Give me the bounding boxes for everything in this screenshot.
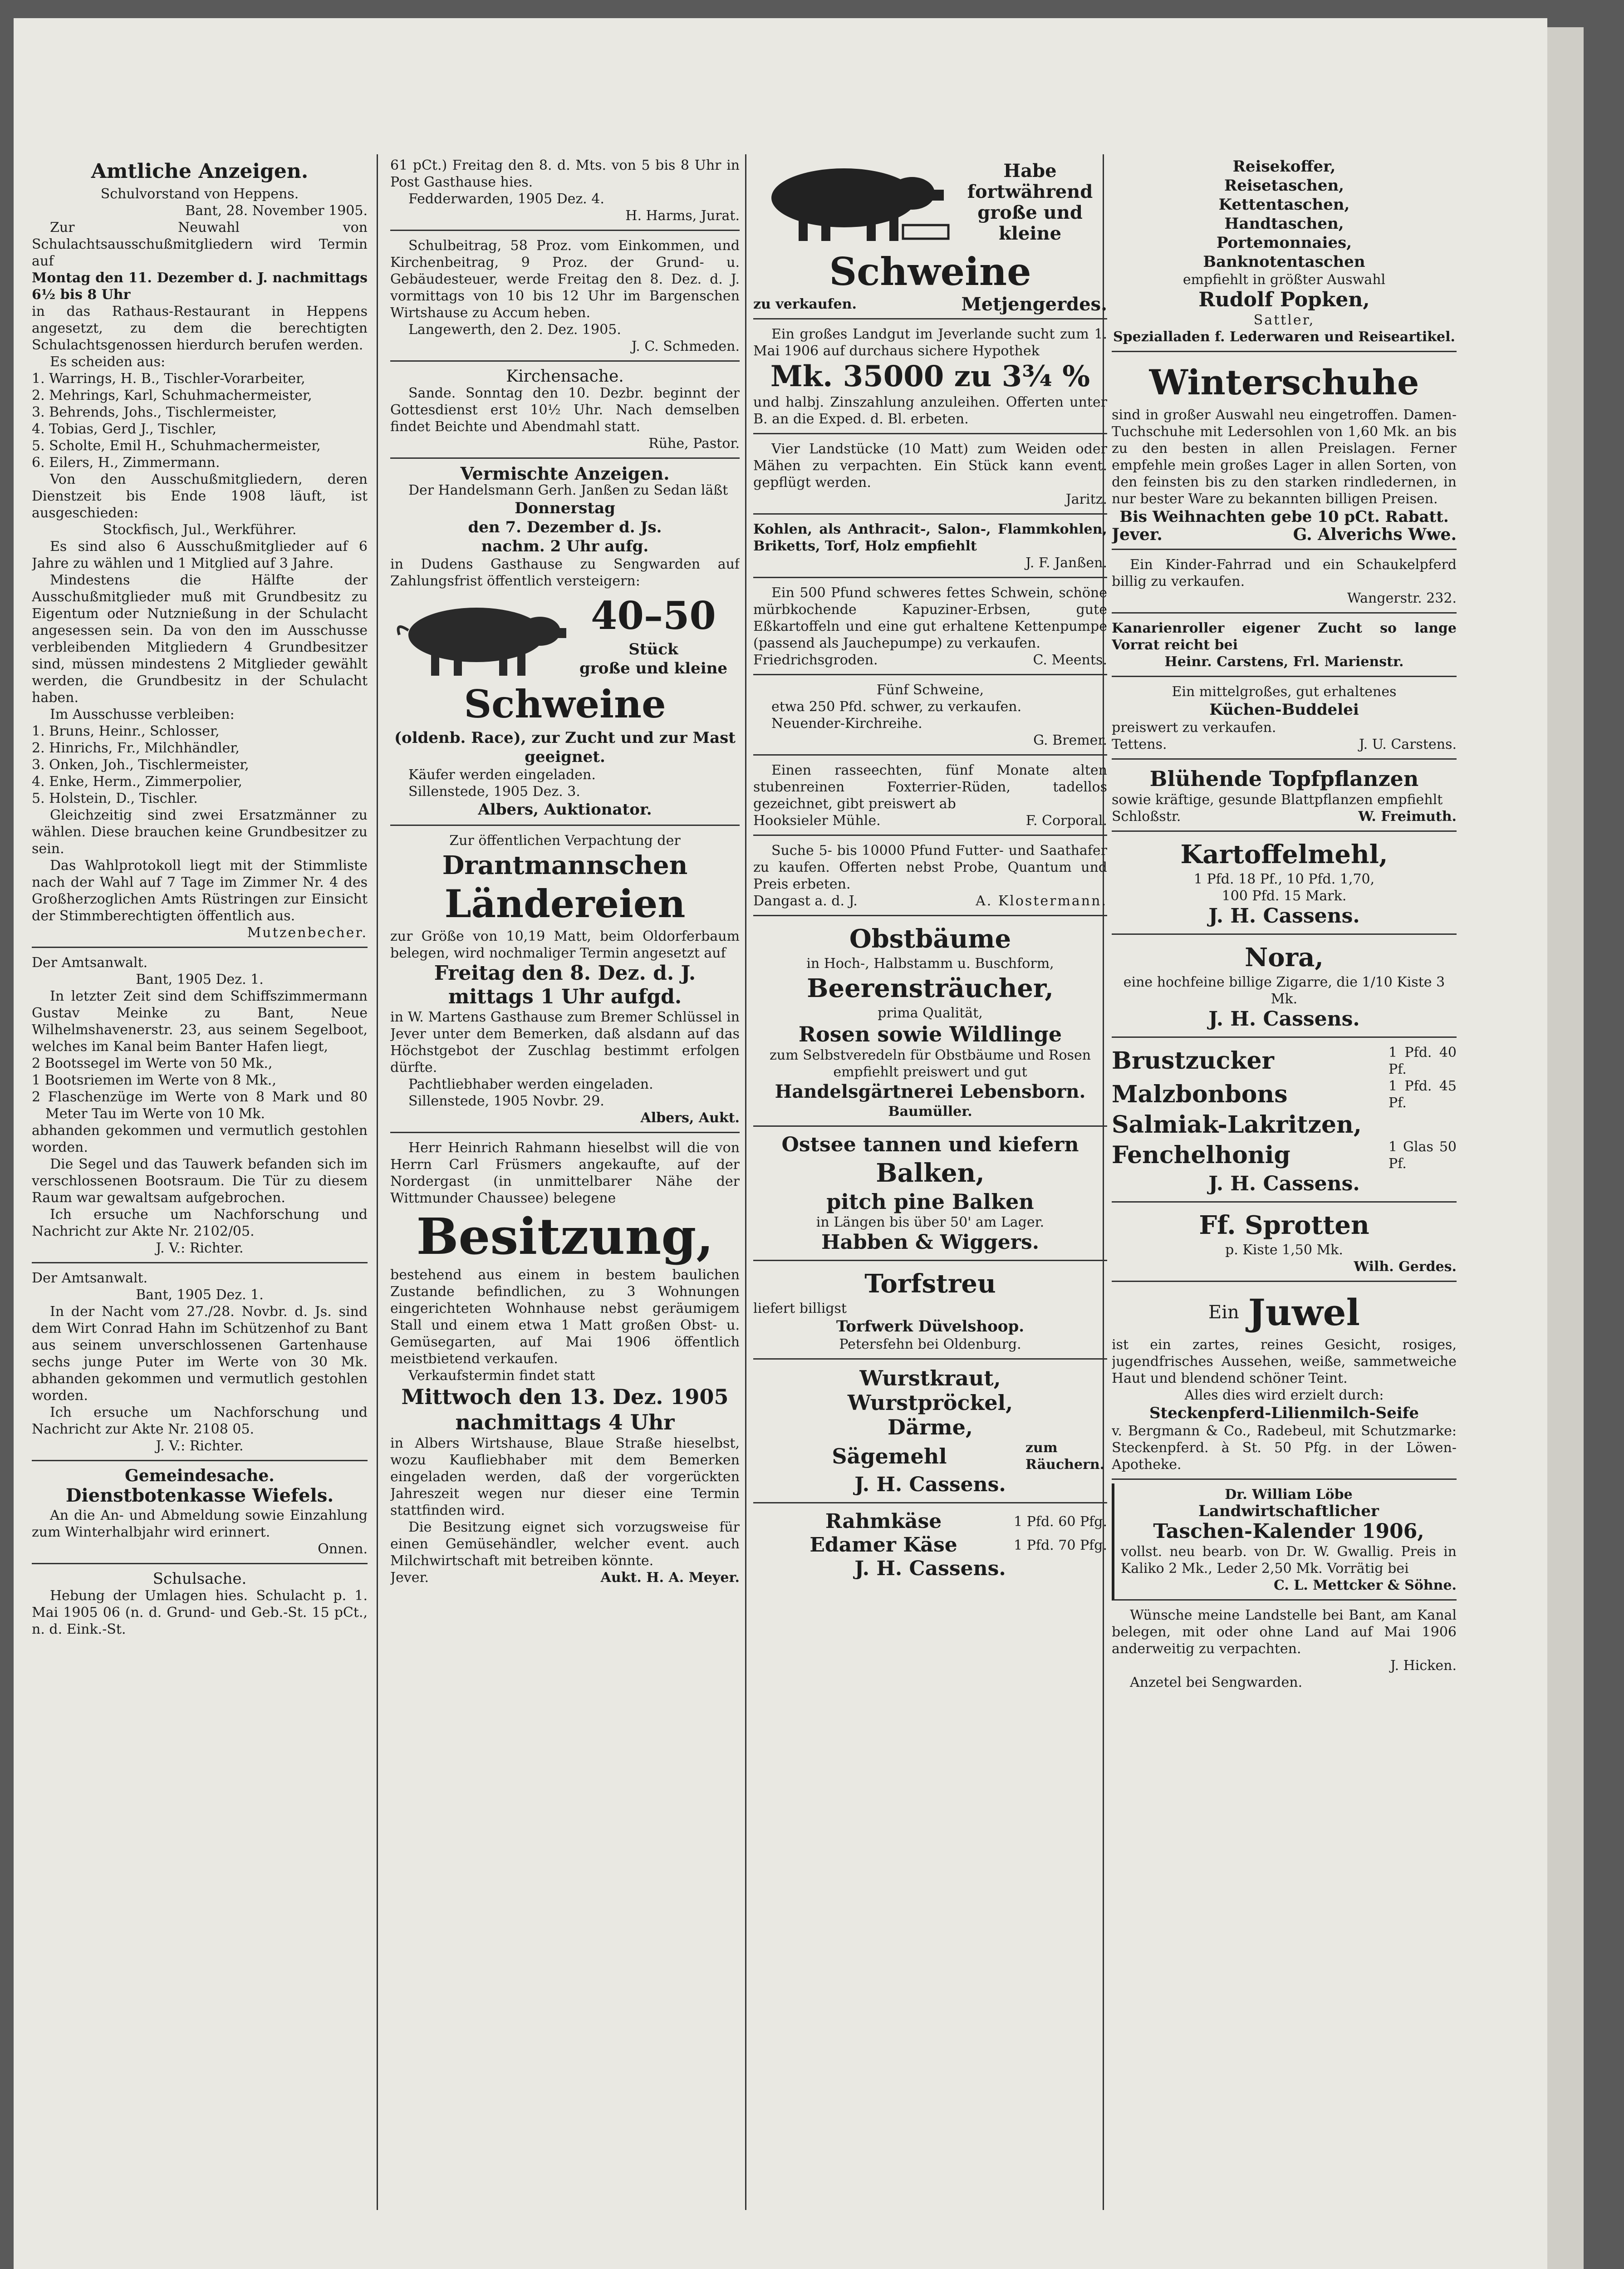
list-item: Banknotentaschen xyxy=(1203,253,1365,271)
ad-balken xyxy=(753,1130,1107,1261)
ad-headline: pitch pine Balken xyxy=(826,1189,1034,1214)
list-item: Reisekoffer, xyxy=(1232,157,1336,176)
ad-schulwahl xyxy=(32,154,368,948)
place: Jever. xyxy=(1112,525,1163,544)
ad-headline: Edamer Käse xyxy=(810,1533,957,1557)
price-row xyxy=(1112,1111,1457,1139)
signature: J. U. Carstens. xyxy=(1359,737,1457,752)
ad-text: Schulbeitrag, 58 Proz. vom Einkommen, und Kirchenbeitrag, 9 Proz. der Grund- u. Gebäudesteuer, werde Freitag den 8. Dez. d. J. vormittags von 10 bis 12 Uhr im Bargenschen Wirtshause zu Accum heben. xyxy=(390,238,740,321)
ad-day: Donnerstag xyxy=(515,499,615,517)
signature-row xyxy=(753,812,1107,829)
place: Tettens. xyxy=(1112,737,1167,752)
signature: Mutzenbecher. xyxy=(247,925,368,941)
ad-text: empfiehlt preiswert und gut xyxy=(833,1064,1027,1080)
ad-side: zum Räuchern. xyxy=(1025,1440,1105,1473)
ad-schulsache xyxy=(32,1568,368,1643)
item-list xyxy=(32,1055,368,1122)
place: Friedrichsgroden. xyxy=(753,652,878,668)
ad-headline: Rosen sowie Wildlinge xyxy=(798,1022,1062,1046)
price: 1 Glas 50 Pf. xyxy=(1388,1139,1457,1172)
ad-headline: Schweine xyxy=(829,249,1031,294)
ad-hafer xyxy=(753,840,1107,916)
list-item: 1. Bruns, Heinr., Schlosser, xyxy=(32,723,220,739)
product-name: Brustzucker xyxy=(1112,1047,1274,1075)
ad-fedderwarden xyxy=(390,154,740,231)
ad-headline: Ostsee tannen und kiefern xyxy=(781,1133,1079,1156)
ad-text: in W. Martens Gasthause zum Bremer Schlüssel in Jever unter dem Bemerken, daß alsdann auf das Höchstgebot der Zuschlag bestimmt erfolgen dürfte. xyxy=(390,1009,740,1076)
list-item: 1. Warrings, H. B., Tischler-Vorarbeiter, xyxy=(32,371,305,387)
signature: Wilh. Gerdes. xyxy=(1354,1259,1457,1275)
ad-amount: Mk. 35000 zu 3¾ % xyxy=(770,359,1090,393)
ad-time: nachm. 2 Uhr aufg. xyxy=(481,537,649,555)
column-rule xyxy=(745,154,746,2210)
ad-headline: Sägemehl xyxy=(832,1444,947,1468)
ad-drantmann xyxy=(390,830,740,1133)
ad-text: vollst. neu bearb. von Dr. W. Gwallig. Preis in Kaliko 2 Mk., Leder 2,50 Mk. Vorrätig bei xyxy=(1121,1544,1457,1577)
price-row xyxy=(753,1510,1107,1533)
pig-illustration-icon xyxy=(390,589,567,680)
signature: Albers, Auktionator. xyxy=(478,801,652,819)
ad-headline: Schweine xyxy=(464,682,666,727)
ad-schulbeitrag xyxy=(390,235,740,362)
ad-text: ist ein zartes, reines Gesicht, rosiges, jugendfrisches Aussehen, weiße, sammetweiche Haut und blendend schöner Teint. xyxy=(1112,1337,1457,1386)
ad-landstuecke xyxy=(753,438,1107,515)
ad-firm: Rudolf Popken, xyxy=(1198,288,1370,311)
ad-metjengerdes xyxy=(753,154,1107,319)
column-2 xyxy=(390,154,740,2219)
ad-headline: Juwel xyxy=(1248,1291,1360,1334)
ad-nora xyxy=(1112,938,1457,1038)
column-3 xyxy=(753,154,1107,2219)
signature-row xyxy=(753,296,1107,313)
ad-headline: Nora, xyxy=(1245,943,1324,972)
ad-landstelle xyxy=(1112,1604,1457,1696)
ad-text: zur Größe von 10,19 Matt, beim Oldorferbaum belegen, wird nochmaliger Termin angesetzt auf xyxy=(390,928,740,961)
ad-text: abhanden gekommen und vermutlich gestohlen worden. xyxy=(32,1123,368,1155)
ad-headline: Wurstpröckel, xyxy=(847,1390,1013,1415)
price: p. Kiste 1,50 Mk. xyxy=(1225,1242,1343,1258)
ad-text: Pachtliebhaber werden eingeladen. xyxy=(408,1076,653,1092)
page-edge xyxy=(1547,27,1584,2269)
signature-row xyxy=(390,1569,740,1586)
ad-text: zu verkaufen. xyxy=(753,296,857,312)
ad-head: Der Amtsanwalt. xyxy=(32,1270,148,1286)
ad-headline: Blühende Topfpflanzen xyxy=(1149,766,1419,791)
ad-text: Die Besitzung eignet sich vorzugsweise für einen Gemüsehändler, welcher event. auch Milchwirtschaft mit betreiben könnte. xyxy=(390,1519,740,1569)
section-title: Vermischte Anzeigen. xyxy=(460,463,670,484)
pig-row xyxy=(753,157,1107,248)
ad-text: Spezialladen f. Lederwaren und Reiseartikel. xyxy=(1113,329,1455,345)
list-item: 5. Scholte, Emil H., Schuhmachermeister, xyxy=(32,438,321,454)
ad-text: zum Selbstveredeln für Obstbäume und Rosen xyxy=(769,1047,1091,1063)
signature: Heinr. Carstens, Frl. Marienstr. xyxy=(1164,654,1404,670)
ad-amtsanwalt-1 xyxy=(32,952,368,1263)
signature: G. Alverichs Wwe. xyxy=(1293,525,1457,544)
list-item: 5. Holstein, D., Tischler. xyxy=(32,791,198,806)
list-item: 2. Hinrichs, Fr., Milchhändler, xyxy=(32,740,240,756)
headline-row xyxy=(753,1439,1107,1473)
list-item: 2. Mehrings, Karl, Schuhmachermeister, xyxy=(32,388,312,403)
ad-text: Vier Landstücke (10 Matt) zum Weiden oder Mähen zu verpachten. Ein Stück kann event. gepflügt werden. xyxy=(753,441,1107,491)
signature: J. H. Cassens. xyxy=(854,1557,1006,1580)
dateline: Sillenstede, 1905 Dez. 3. xyxy=(408,784,580,800)
signature: W. Freimuth. xyxy=(1358,809,1457,825)
signature: Rühe, Pastor. xyxy=(648,436,740,452)
dateline: Bant, 1905 Dez. 1. xyxy=(136,972,264,987)
ad-text: in das Rathaus-Restaurant in Heppens angesetzt, zu dem die berechtigten Schulachtsgenossen hierdurch berufen werden. xyxy=(32,304,368,353)
ad-text: v. Bergmann & Co., Radebeul, mit Schutzmarke: Steckenpferd. à St. 50 Pfg. in der Löwen-Apotheke. xyxy=(1112,1423,1457,1473)
list-item: 2 Flaschenzüge im Werte von 8 Mark und 80 Meter Tau im Werte von 10 Mk. xyxy=(32,1089,368,1122)
signature: Jaritz. xyxy=(1065,491,1107,507)
signature: Habben & Wiggers. xyxy=(821,1231,1040,1254)
ad-text: Herr Heinrich Rahmann hieselbst will die von Herrn Carl Früsmers angekaufte, auf der Nordergast (in unmittelbarer Nähe der Wittmunder Chaussee) belegene xyxy=(390,1140,740,1206)
list-item: 6. Eilers, H., Zimmermann. xyxy=(32,455,220,471)
signature-row xyxy=(753,652,1107,668)
signature: Metjengerdes. xyxy=(961,294,1107,315)
ad-race: (oldenb. Race), zur Zucht und zur Mast geeignet. xyxy=(394,729,736,766)
product-name: Malzbonbons xyxy=(1112,1080,1288,1108)
signature: G. Bremer. xyxy=(1033,732,1107,748)
dateline: Langewerth, den 2. Dez. 1905. xyxy=(408,322,621,338)
signature: J. H. Cassens. xyxy=(1208,904,1360,928)
ad-headline: Drantmannschen xyxy=(442,850,688,880)
ad-text: Mindestens die Hälfte der Ausschußmitglieder muß mit Grundbesitz zu Eigentum oder Nutznießung in der Schulacht angesessen sein. Da von den im Ausschusse verbleibenden Mitgliedern 4 Grundbesitzer sind, müssen mindestens 2 Mitglieder gewählt werden, die Grundbesitz in der Schulacht haben. xyxy=(32,572,368,706)
ad-date-bold: Montag den 11. Dezember d. J. nachmittags 6½ bis 8 Uhr xyxy=(32,270,368,303)
ad-kanarienroller xyxy=(1112,617,1457,677)
section-title: Kirchensache. xyxy=(506,367,624,386)
signature: J. V.: Richter. xyxy=(156,1438,244,1454)
ad-text: liefert billigst xyxy=(753,1301,847,1316)
signature: H. Harms, Jurat. xyxy=(625,208,740,224)
list-item: Kettentaschen, xyxy=(1218,196,1350,214)
ad-headline: Balken, xyxy=(876,1158,985,1188)
ad-wurstkraut xyxy=(753,1363,1107,1503)
price-row xyxy=(753,1533,1107,1557)
ad-text: Hebung der Umlagen hies. Schulacht p. 1. Mai 1905 06 (n. d. Grund- und Geb.-St. 15 pCt., n. d. Eink.-St. xyxy=(32,1588,368,1637)
ad-text: prima Qualität, xyxy=(878,1005,983,1021)
signature: J. C. Schmeden. xyxy=(631,339,740,354)
ad-text: 61 pCt.) Freitag den 8. d. Mts. von 5 bis 8 Uhr in Post Gasthause hies. xyxy=(390,157,740,190)
ad-text: Sande. Sonntag den 10. Dezbr. beginnt der Gottesdienst erst 10½ Uhr. Nach demselben findet Beichte und Abendmahl statt. xyxy=(390,385,740,435)
ad-juwel xyxy=(1112,1286,1457,1480)
ad-schweine-auktion xyxy=(390,462,740,826)
ad-kartoffelmehl xyxy=(1112,835,1457,935)
ad-text: In letzter Zeit sind dem Schiffszimmermann Gustav Meinke zu Bant, Neue Wilhelmshavenerstr. 23, aus seinem Segelboot, welches im Kanal beim Banter Hafen liegt, xyxy=(32,988,368,1055)
ad-headline: Bis Weihnachten gebe 10 pCt. Rabatt. xyxy=(1119,508,1449,526)
list-item: Portemonnaies, xyxy=(1216,234,1352,252)
ad-text: Ich ersuche um Nachforschung und Nachricht zur Akte Nr. 2108 05. xyxy=(32,1405,368,1437)
signature: C. Meents. xyxy=(1033,652,1107,668)
signature: Aukt. H. A. Meyer. xyxy=(600,1570,740,1586)
price: 1 Pfd. 45 Pf. xyxy=(1388,1078,1457,1111)
ad-text: Die Segel und das Tauwerk befanden sich im verschlossenen Bootsraum. Die Tür zu diesem Raum war gewaltsam aufgebrochen. xyxy=(32,1156,368,1206)
ad-count: 40–50 xyxy=(591,593,716,638)
list-item: Handtaschen, xyxy=(1224,215,1344,233)
ad-headline: Beerensträucher, xyxy=(807,973,1054,1003)
ad-text: An die An- und Abmeldung sowie Einzahlung zum Winterhalbjahr wird erinnert. xyxy=(32,1508,368,1540)
ad-headline: Winterschuhe xyxy=(1149,362,1419,403)
ad-text: Zur öffentlichen Verpachtung der xyxy=(449,833,681,849)
list-item: 2 Bootssegel im Werte von 50 Mk., xyxy=(32,1056,273,1071)
ad-text: Verkaufstermin findet statt xyxy=(408,1368,595,1384)
ad-text: Es sind also 6 Ausschußmitglieder auf 6 Jahre zu wählen und 1 Mitglied auf 3 Jahre. xyxy=(32,539,368,571)
price: 1 Pfd. 40 Pf. xyxy=(1388,1045,1457,1077)
ad-kaese xyxy=(753,1507,1107,1586)
list-item: Reisetaschen, xyxy=(1224,177,1344,195)
ad-author: Dr. William Löbe xyxy=(1225,1487,1353,1503)
ad-text: Alles dies wird erzielt durch: xyxy=(1184,1387,1384,1403)
dateline: Bant, 28. November 1905. xyxy=(185,203,368,219)
signature-row xyxy=(1112,526,1457,543)
signature: J. H. Cassens. xyxy=(1208,1172,1360,1195)
place: Schloßstr. xyxy=(1112,809,1181,825)
signature: J. H. Cassens. xyxy=(854,1473,1006,1496)
ad-amtsanwalt-2 xyxy=(32,1267,368,1461)
ad-side: Habe fortwährend große und kleine xyxy=(967,160,1093,244)
ad-headline: Wurstkraut, xyxy=(859,1366,1001,1390)
section-title: Gemeindesache. xyxy=(125,1466,275,1485)
signature: Wangerstr. 232. xyxy=(1347,590,1457,606)
signature: J. Hicken. xyxy=(1390,1658,1457,1674)
price-row xyxy=(1112,1078,1457,1111)
list-item: 3. Behrends, Johs., Tischlermeister, xyxy=(32,404,277,420)
list-item: 1 Bootsriemen im Werte von 8 Mk., xyxy=(32,1072,276,1088)
list-item: 4. Tobias, Gerd J., Tischler, xyxy=(32,421,217,437)
list-item: 3. Onken, Joh., Tischlermeister, xyxy=(32,757,249,773)
ad-kind: große und kleine xyxy=(579,659,728,678)
ad-text: Suche 5- bis 10000 Pfund Futter- und Saathafer zu kaufen. Offerten nebst Probe, Quantum und Preis erbeten. xyxy=(753,843,1107,892)
place: Neuender-Kirchreihe. xyxy=(771,716,922,732)
ad-headline: Ff. Sprotten xyxy=(1199,1210,1369,1240)
place: Dangast a. d. J. xyxy=(753,893,858,909)
ad-text: Einen rasseechten, fünf Monate alten stubenreinen Foxterrier-Rüden, tadellos gezeichnet, gibt preiswert ab xyxy=(753,762,1107,812)
ad-text: Gleichzeitig sind zwei Ersatzmänner zu wählen. Diese brauchen keine Grundbesitzer zu sein. xyxy=(32,807,368,857)
ad-torfstreu xyxy=(753,1265,1107,1360)
ad-text: in Dudens Gasthause zu Sengwarden auf Zahlungsfrist öffentlich versteigern: xyxy=(390,556,740,589)
ad-text: in Längen bis über 50' am Lager. xyxy=(816,1214,1045,1230)
product-name: Salmiak-Lakritzen, xyxy=(1112,1111,1362,1139)
ad-foxterrier xyxy=(753,759,1107,836)
ad-text: sowie kräftige, gesunde Blattpflanzen empfiehlt xyxy=(1112,792,1443,808)
signature-row xyxy=(1112,808,1457,825)
member-list xyxy=(32,723,368,807)
product-name: Fenchelhonig xyxy=(1112,1141,1290,1169)
ad-text: preiswert zu verkaufen. xyxy=(1112,720,1276,736)
ad-kohlen xyxy=(753,518,1107,578)
ad-winterschuhe xyxy=(1112,356,1457,550)
ad-text: Zur Neuwahl von Schulachtsausschußmitgliedern wird Termin auf xyxy=(32,220,368,269)
ad-text: Im Ausschusse verbleiben: xyxy=(50,707,235,722)
signature: Baumüller. xyxy=(888,1104,972,1120)
ad-buddelei xyxy=(1112,681,1457,760)
ad-text: Ich ersuche um Nachforschung und Nachricht zur Akte Nr. 2102/05. xyxy=(32,1207,368,1239)
ad-fahrrad xyxy=(1112,554,1457,614)
ad-headline: Kartoffelmehl, xyxy=(1180,840,1388,869)
ad-text: in Hoch-, Halbstamm u. Buschform, xyxy=(806,956,1054,972)
ad-headline: Küchen-Buddelei xyxy=(1209,701,1359,719)
signature: Onnen. xyxy=(318,1541,368,1557)
price: 100 Pfd. 15 Mark. xyxy=(1222,888,1347,904)
ad-pre: Ein xyxy=(1208,1302,1239,1323)
dateline: Bant, 1905 Dez. 1. xyxy=(136,1287,264,1303)
ad-text: Es scheiden aus: xyxy=(50,354,166,370)
ad-text: bestehend aus einem in bestem baulichen Zustande befindlichen, zu 3 Wohnungen eingerichteten Wohnhause nebst geräumigem Stall und einem etwa 1 Matt großen Obst- u. Gemüsegarten, auf Mai 1906 öffentlich meistbietend verkaufen. xyxy=(390,1267,740,1367)
ad-date: den 7. Dezember d. Js. xyxy=(468,518,662,536)
ad-text: Petersfehn bei Oldenburg. xyxy=(839,1336,1021,1352)
ad-besitzung xyxy=(390,1137,740,1591)
ad-headline: Därme, xyxy=(888,1415,973,1439)
section-title: Amtliche Anzeigen. xyxy=(91,160,309,183)
headline-row xyxy=(1112,1288,1457,1336)
column-rule xyxy=(377,154,378,2210)
ad-headline: Besitzung, xyxy=(416,1207,714,1266)
ad-brustzucker xyxy=(1112,1041,1457,1203)
ad-text: Von den Ausschußmitgliedern, deren Dienstzeit bis Ende 1908 läuft, ist ausgeschieden: xyxy=(32,471,368,521)
signature: A. Klostermann. xyxy=(976,893,1107,909)
price-row xyxy=(1112,1139,1457,1172)
ad-headline: Fünf Schweine, xyxy=(876,682,984,698)
ad-text: Ein mittelgroßes, gut erhaltenes xyxy=(1172,684,1397,700)
member-list xyxy=(32,370,368,471)
ad-schwein-meents xyxy=(753,582,1107,675)
ad-text: Stockfisch, Jul., Werkführer. xyxy=(103,522,297,538)
ad-text: Das Wahlprotokoll liegt mit der Stimmliste nach der Wahl auf 7 Tage im Zimmer Nr. 4 des Großherzoglichen Amts Rüstringen zur Einsicht der Stimmberechtigten öffentlich aus. xyxy=(32,858,368,924)
place: Anzetel bei Sengwarden. xyxy=(1130,1675,1303,1690)
place: Hooksieler Mühle. xyxy=(753,813,881,829)
ad-hypothek xyxy=(753,323,1107,434)
ad-topfpflanzen xyxy=(1112,763,1457,832)
ad-head: Der Amtsanwalt. xyxy=(32,955,148,971)
signature: J. H. Cassens. xyxy=(1208,1007,1360,1031)
ad-headline: Dienstbotenkasse Wiefels. xyxy=(65,1485,334,1506)
ad-text: Kanarienroller eigener Zucht so lange Vorrat reicht bei xyxy=(1112,620,1457,653)
signature: J. F. Janßen. xyxy=(1025,555,1107,571)
signature: C. L. Mettcker & Söhne. xyxy=(1274,1577,1457,1593)
ad-popken xyxy=(1112,154,1457,352)
ad-kirchensache xyxy=(390,365,740,459)
ad-firm: Torfwerk Düvelshoop. xyxy=(836,1317,1025,1336)
signature-row xyxy=(753,893,1107,909)
ad-fuenf-schweine xyxy=(753,679,1107,756)
pig-illustration-icon xyxy=(753,157,953,248)
ad-text: etwa 250 Pfd. schwer, zu verkaufen. xyxy=(771,699,1022,715)
ad-date: Freitag den 8. Dez. d. J. mittags 1 Uhr aufgd. xyxy=(434,962,696,1008)
ad-stk: Stück xyxy=(628,640,678,658)
ad-headline: Taschen-Kalender 1906, xyxy=(1153,1520,1424,1543)
ad-text: Landwirtschaftlicher xyxy=(1198,1502,1379,1520)
dateline: Sillenstede, 1905 Novbr. 29. xyxy=(408,1093,604,1109)
ad-firm: Handelsgärtnerei Lebensborn. xyxy=(775,1081,1086,1102)
ad-date: Mittwoch den 13. Dez. 1905 nachmittags 4 Uhr xyxy=(401,1385,729,1434)
ad-text: und halbj. Zinszahlung anzuleihen. Offerten unter B. an die Exped. d. Bl. erbeten. xyxy=(753,394,1107,427)
ad-text: Sattler, xyxy=(1253,312,1315,328)
newspaper-page xyxy=(14,18,1547,2269)
ad-headline: Ländereien xyxy=(444,881,686,926)
signature-row xyxy=(1112,736,1457,753)
section-title: Schulsache. xyxy=(152,1570,247,1588)
signature: Albers, Aukt. xyxy=(640,1110,740,1126)
ad-text: eine hochfeine billige Zigarre, die 1/10 Kiste 3 Mk. xyxy=(1123,974,1445,1007)
ad-headline: Obstbäume xyxy=(849,924,1011,954)
ad-text: Ein Kinder-Fahrrad und ein Schaukelpferd billig zu verkaufen. xyxy=(1112,557,1457,589)
column-4 xyxy=(1112,154,1457,2219)
ad-text: empfiehlt in größter Auswahl xyxy=(1182,272,1386,288)
dateline: Fedderwarden, 1905 Dez. 4. xyxy=(408,191,604,207)
ad-text: Kohlen, als Anthracit-, Salon-, Flammkohlen, Briketts, Torf, Holz empfiehlt xyxy=(753,521,1107,554)
ad-text: Wünsche meine Landstelle bei Bant, am Kanal belegen, mit oder ohne Land auf Mai 1906 anderweitig zu verpachten. xyxy=(1112,1607,1457,1657)
price-row xyxy=(1112,1044,1457,1078)
ad-text: in Albers Wirtshause, Blaue Straße hieselbst, wozu Kaufliebhaber mit dem Bemerken eingeladen werden, daß der vorgerückten Jahreszeit wegen nur dieser eine Termin stattfinden wird. xyxy=(390,1435,740,1518)
issuer: Schulvorstand von Heppens. xyxy=(100,186,299,202)
place: Jever. xyxy=(390,1570,429,1586)
signature: J. V.: Richter. xyxy=(156,1240,244,1256)
ad-text: Ein großes Landgut im Jeverlande sucht zum 1. Mai 1906 auf durchaus sichere Hypothek xyxy=(753,326,1107,359)
ad-headline: Rahmkäse xyxy=(825,1510,942,1533)
ad-headline: Torfstreu xyxy=(864,1269,996,1299)
ad-gemeindesache xyxy=(32,1465,368,1564)
ad-text: In der Nacht vom 27./28. Novbr. d. Js. sind dem Wirt Conrad Hahn im Schützenhof zu Bant aus seinem unverschlossenen Gartenhause sechs junge Puter im Werte von 30 Mk. abhanden gekommen und vermutlich gestohlen worden. xyxy=(32,1304,368,1404)
signature: F. Corporal. xyxy=(1025,813,1107,829)
price: 1 Pfd. 60 Pfg. xyxy=(1014,1513,1107,1530)
list-item: 4. Enke, Herm., Zimmerpolier, xyxy=(32,774,242,790)
ad-text: Der Handelsmann Gerh. Janßen zu Sedan läßt xyxy=(408,482,728,498)
ad-text: sind in großer Auswahl neu eingetroffen. Damen-Tuchschuhe mit Ledersohlen von 1,60 Mk. an bis zu den besten in allen Preislagen. Ferner empfehle mein großes Lager in allen Sorten, von den feinsten bis zu den starken rindledernen, in nur bester Ware zu bekannten billigen Preisen. xyxy=(1112,407,1457,507)
ad-taschenkalender xyxy=(1112,1483,1457,1601)
pig-row xyxy=(390,589,740,680)
ad-text: Käufer werden eingeladen. xyxy=(408,767,596,783)
ad-sprotten xyxy=(1112,1206,1457,1282)
column-1 xyxy=(32,154,368,2219)
ad-text: Ein 500 Pfund schweres fettes Schwein, schöne mürbkochende Kapuziner-Erbsen, gute Eßkartoffeln und eine gut erhaltene Kettenpumpe (passend als Jauchepumpe) zu verkaufen. xyxy=(753,585,1107,651)
ad-obstbaeume xyxy=(753,920,1107,1127)
price: 1 Pfd. 70 Pfg. xyxy=(1014,1537,1107,1553)
ad-headline: Steckenpferd-Lilienmilch-Seife xyxy=(1149,1404,1419,1422)
price: 1 Pfd. 18 Pf., 10 Pfd. 1,70, xyxy=(1193,871,1375,887)
